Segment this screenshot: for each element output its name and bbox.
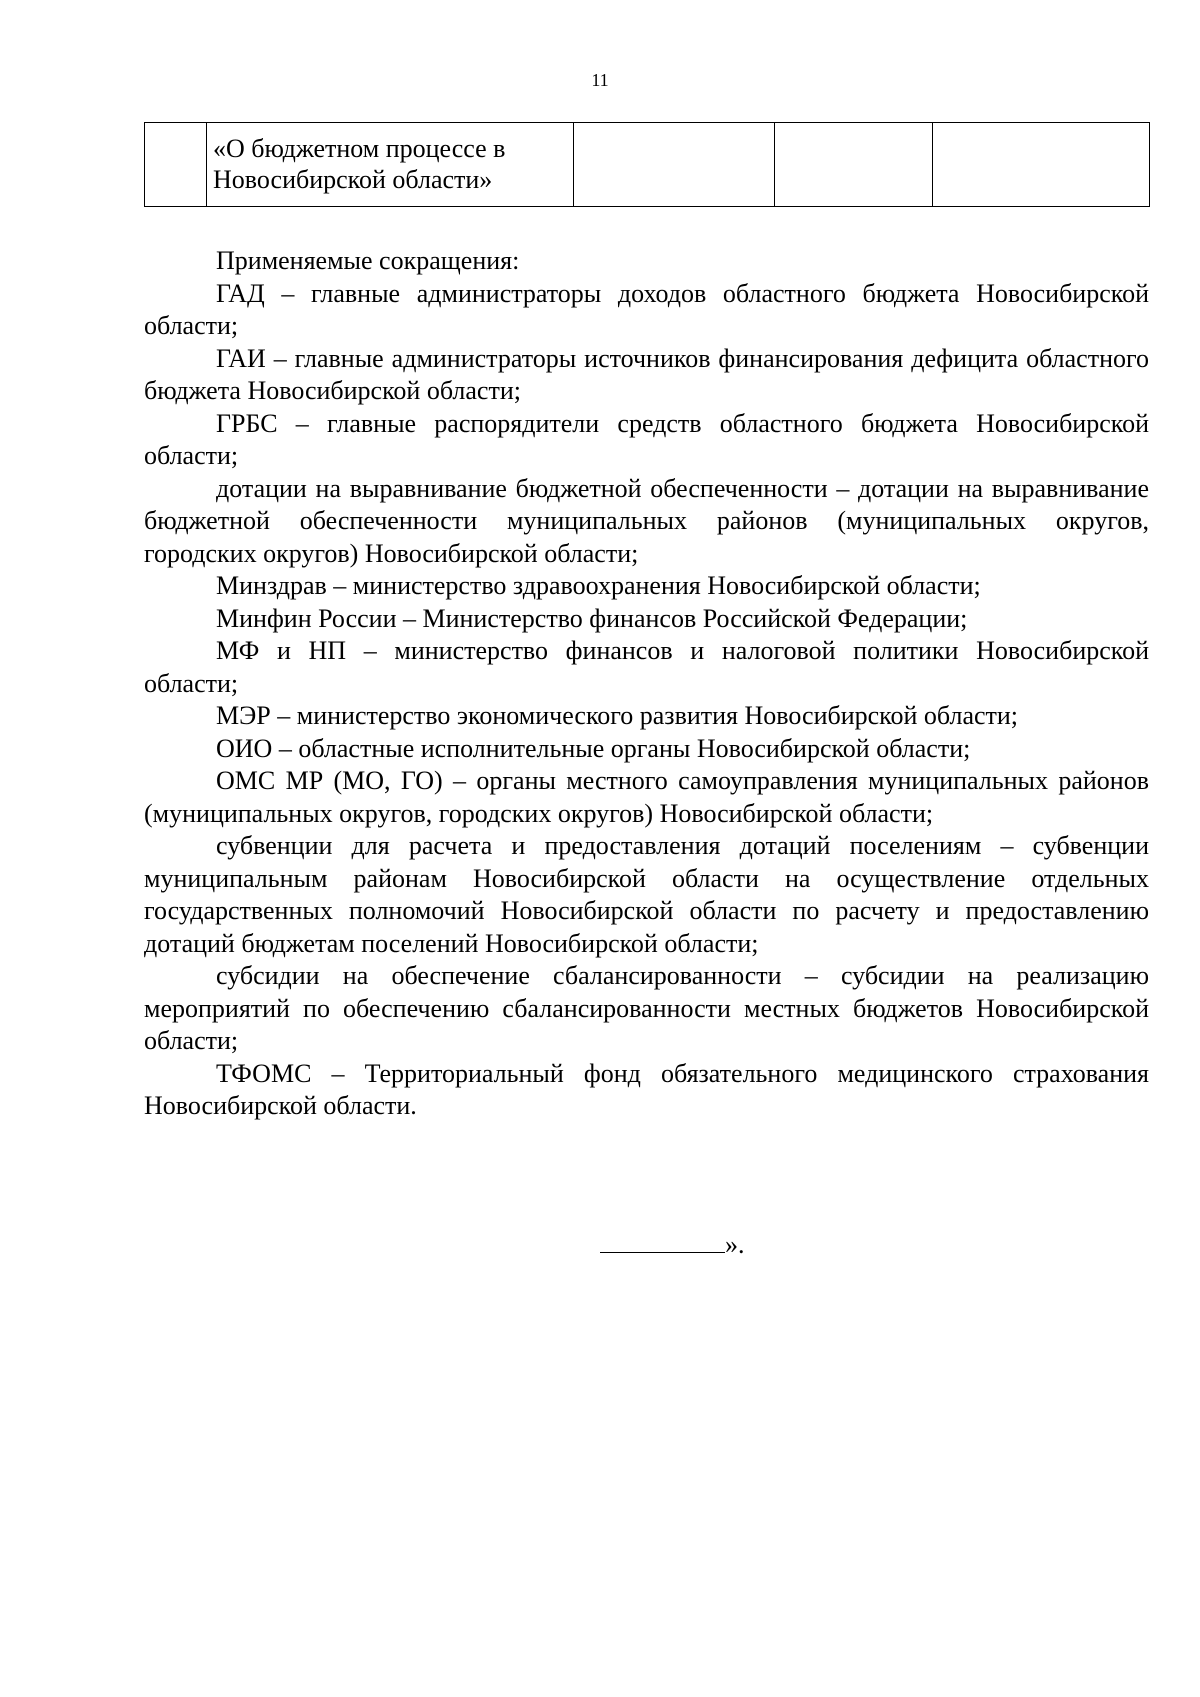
abbreviation-item: субсидии на обеспечение сбалансированности – субсидии на реализацию мероприятий по обеспечению сбалансированности местных бюджетов Новосибирской области; xyxy=(144,961,1149,1055)
signature-blank-line xyxy=(600,1228,725,1253)
table-cell xyxy=(933,123,1150,207)
table-row xyxy=(145,123,1150,207)
abbreviation-item: дотации на выравнивание бюджетной обеспеченности – дотации на выравнивание бюджетной обеспеченности муниципальных районов (муниципальных округов, городских округов) Новосибирской области; xyxy=(144,473,1149,568)
table-cell-document: «О бюджетном процессе в Новосибирской области» xyxy=(207,123,574,207)
abbreviation-item: ОИО – областные исполнительные органы Новосибирской области; xyxy=(216,733,971,763)
abbreviation-item: МФ и НП – министерство финансов и налоговой политики Новосибирской области; xyxy=(144,636,1149,698)
abbreviation-item: ОМС МР (МО, ГО) – органы местного самоуправления муниципальных районов (муниципальных округов, городских округов) Новосибирской области; xyxy=(144,766,1149,828)
page-number: 11 xyxy=(591,70,609,90)
abbreviations-section xyxy=(144,245,1149,1123)
abbreviation-item: субвенции для расчета и предоставления дотаций поселениям – субвенции муниципальным районам Новосибирской области на осуществление отдельных государственных полномочий Новосибирской области по расчету и предоставлению дотаций бюджетам поселений Новосибирской области; xyxy=(144,831,1149,958)
closing-line xyxy=(600,1228,745,1261)
table-cell-number xyxy=(145,123,207,207)
abbreviation-item: Минфин России – Министерство финансов Российской Федерации; xyxy=(216,603,968,633)
abbreviation-item: Минздрав – министерство здравоохранения Новосибирской области; xyxy=(216,571,981,600)
abbreviations-heading: Применяемые сокращения: xyxy=(216,246,520,275)
abbreviation-item: ГАД – главные администраторы доходов областного бюджета Новосибирской области; xyxy=(144,278,1149,340)
abbreviation-item: МЭР – министерство экономического развития Новосибирской области; xyxy=(216,701,1019,730)
table-cell xyxy=(574,123,775,207)
abbreviation-item: ГАИ – главные администраторы источников финансирования дефицита областного бюджета Новосибирской области; xyxy=(144,343,1149,405)
continuation-table xyxy=(144,122,1150,207)
abbreviation-item: ТФОМС – Территориальный фонд обязательного медицинского страхования Новосибирской области. xyxy=(144,1058,1149,1120)
table-cell xyxy=(775,123,933,207)
abbreviation-item: ГРБС – главные распорядители средств областного бюджета Новосибирской области; xyxy=(144,408,1149,470)
closing-quote: ». xyxy=(725,1230,745,1259)
